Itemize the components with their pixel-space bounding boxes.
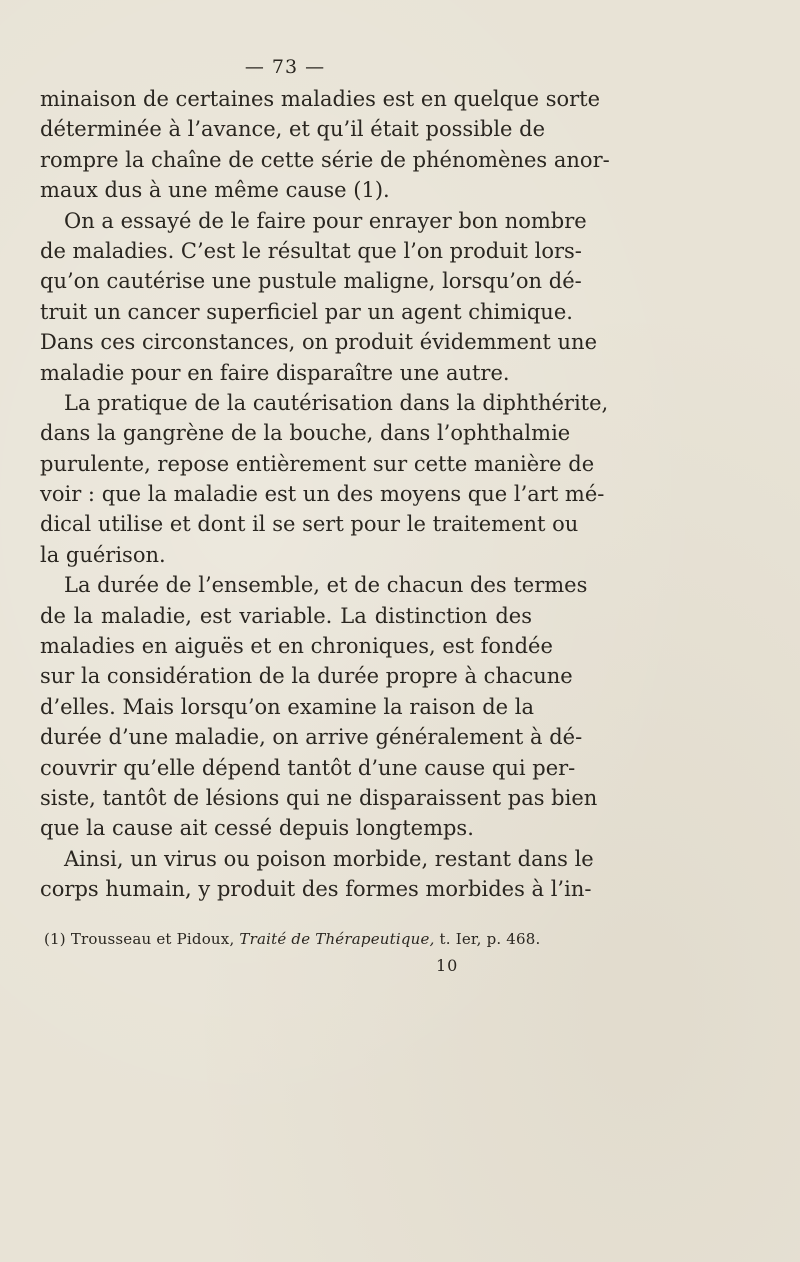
- text-line: On a essayé de le faire pour enrayer bon nombre: [64, 208, 587, 233]
- text-line: minaison de certaines maladies est en quelque sorte: [40, 87, 601, 111]
- text-line: maux dus à une même cause (1).: [40, 178, 390, 203]
- footnote-authors: Trousseau et Pidoux,: [70, 930, 235, 948]
- text-line: voir : que la maladie est un des moyens que l’art mé-: [40, 482, 605, 507]
- text-line: La durée de l’ensemble, et de chacun des termes: [64, 573, 588, 598]
- footnote-reference: t. Ier, p. 468.: [439, 930, 541, 948]
- signature-mark: 10: [436, 956, 459, 975]
- text-line: la guérison.: [40, 542, 166, 567]
- text-line: de maladies. C’est le résultat que l’on produit lors-: [40, 238, 582, 263]
- text-line: déterminée à l’avance, et qu’il était possible de: [40, 117, 546, 142]
- text-line: La pratique de la cautérisation dans la diphthérite,: [64, 390, 609, 415]
- text-line: couvrir qu’elle dépend tantôt d’une cause qui per-: [40, 755, 576, 780]
- text-line: dical utilise et dont il se sert pour le traitement ou: [40, 512, 579, 537]
- footnote: [44, 930, 541, 948]
- page-number: — 73 —: [244, 56, 326, 78]
- text-line: corps humain, y produit des formes morbides à l’in-: [40, 877, 592, 902]
- text-line: rompre la chaîne de cette série de phénomènes anor-: [40, 147, 610, 172]
- footnote-marker: (1): [44, 930, 66, 948]
- text-line: Dans ces circonstances, on produit évidemment une: [40, 330, 598, 355]
- text-line: durée d’une maladie, on arrive généralement à dé-: [40, 725, 583, 750]
- body-text: [40, 84, 610, 905]
- text-line: qu’on cautérise une pustule maligne, lorsqu’on dé-: [40, 269, 582, 294]
- text-line: siste, tantôt de lésions qui ne disparaissent pas bien: [40, 785, 598, 810]
- text-line: truit un cancer superficiel par un agent chimique.: [40, 299, 573, 324]
- text-line: de la maladie, est variable. La distinction des: [40, 603, 532, 628]
- text-line: Ainsi, un virus ou poison morbide, restant dans le: [64, 846, 594, 871]
- text-line: maladie pour en faire disparaître une autre.: [40, 360, 510, 385]
- text-line: maladies en aiguës et en chroniques, est fondée: [40, 634, 553, 659]
- text-line: d’elles. Mais lorsqu’on examine la raison de la: [40, 694, 535, 719]
- text-line: que la cause ait cessé depuis longtemps.: [40, 816, 474, 841]
- text-line: dans la gangrène de la bouche, dans l’ophthalmie: [40, 421, 571, 446]
- footnote-title: Traité de Thérapeutique,: [239, 930, 435, 948]
- text-line: sur la considération de la durée propre à chacune: [40, 664, 573, 689]
- text-line: purulente, repose entièrement sur cette manière de: [40, 451, 595, 476]
